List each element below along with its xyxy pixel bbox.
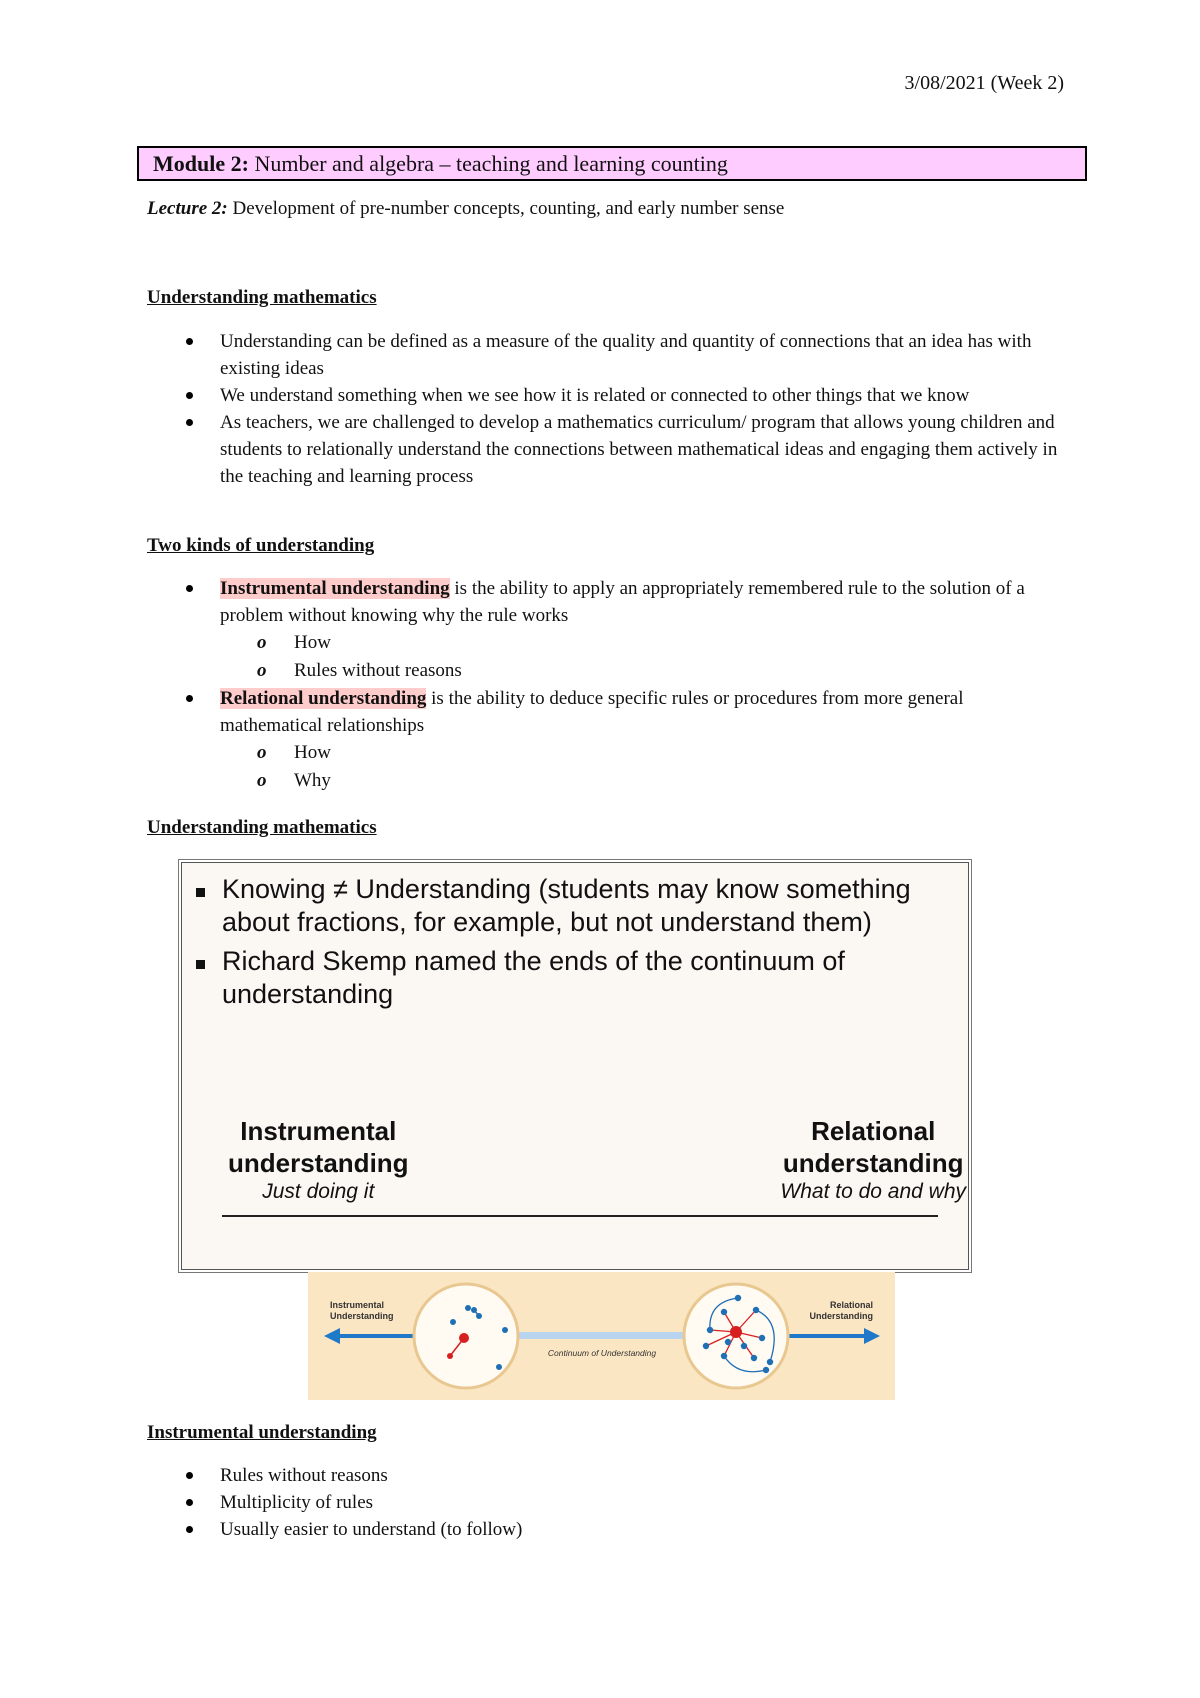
two-kinds-list <box>182 575 1062 795</box>
module-label: Module 2: <box>153 151 249 176</box>
continuum-center-label: Continuum of Understanding <box>547 1348 657 1358</box>
sub-bullet-icon: o <box>257 742 267 763</box>
list-item: We understand something when we see how it is related or connected to other things that we know <box>182 382 1062 409</box>
continuum-line <box>222 1215 938 1217</box>
bullet-icon <box>186 392 193 399</box>
relational-center-node <box>730 1326 742 1338</box>
right-arrow-icon <box>864 1328 880 1344</box>
square-bullet-icon <box>196 888 205 897</box>
bullet-icon <box>186 1526 193 1533</box>
continuum-end-instrumental: Instrumental understanding Just doing it <box>228 1116 409 1203</box>
slide-bullet: Richard Skemp named the ends of the continuum of understanding <box>194 945 954 1011</box>
sub-item: o How <box>220 629 1062 657</box>
left-label-line2: Understanding <box>330 1311 394 1321</box>
bullet-icon <box>186 1499 193 1506</box>
module-title-box <box>137 146 1087 181</box>
list-item: Understanding can be defined as a measure of the quality and quantity of connections that an idea has with existing ideas <box>182 328 1062 382</box>
slide-bullet: Knowing ≠ Understanding (students may know something about fractions, for example, but not understand them) <box>194 873 954 939</box>
module-title: Number and algebra – teaching and learning counting <box>254 151 728 176</box>
right-label-line2: Understanding <box>809 1311 873 1321</box>
sub-item: o Rules without reasons <box>220 657 1062 685</box>
bullet-icon <box>186 585 193 592</box>
lecture-title: Development of pre-number concepts, counting, and early number sense <box>232 198 785 219</box>
bullet-icon <box>186 419 193 426</box>
term-relational: Relational understanding <box>220 688 427 709</box>
sub-item: o Why <box>220 767 1062 795</box>
section-heading-two-kinds: Two kinds of understanding <box>147 535 375 556</box>
sub-bullet-icon: o <box>257 632 267 653</box>
list-item: As teachers, we are challenged to develop a mathematics curriculum/ program that allows young children and students to relationally understand the connections between mathematical ideas and engaging them actively in the teaching and learning process <box>182 409 1062 490</box>
list-item-instrumental: Instrumental understanding is the ability to apply an appropriately remembered rule to the solution of a problem without knowing why the rule works o How o Rules without reasons <box>182 575 1062 685</box>
list-item: Multiplicity of rules <box>182 1489 1062 1516</box>
continuum-end-relational: Relational understanding What to do and why <box>780 1116 966 1203</box>
understanding-bullets <box>182 328 1062 490</box>
left-label-line1: Instrumental <box>330 1300 385 1310</box>
continuum-diagram <box>308 1272 895 1400</box>
sub-bullet-icon: o <box>257 770 267 791</box>
sub-bullet-icon: o <box>257 660 267 681</box>
bullet-icon <box>186 338 193 345</box>
list-item: Rules without reasons <box>182 1462 1062 1489</box>
right-label-line1: Relational <box>829 1300 873 1310</box>
term-instrumental: Instrumental understanding <box>220 578 450 599</box>
list-item: Usually easier to understand (to follow) <box>182 1516 1062 1543</box>
lecture-slide-image <box>181 862 969 1270</box>
section-heading-understanding-mathematics: Understanding mathematics <box>147 287 377 308</box>
left-arrow-icon <box>324 1328 340 1344</box>
lecture-line <box>147 198 784 220</box>
bullet-icon <box>186 1472 193 1479</box>
list-item-relational: Relational understanding is the ability to deduce specific rules or procedures from more general mathematical relationships o How o Why <box>182 685 1062 795</box>
lecture-label: Lecture 2: <box>147 198 228 219</box>
instrumental-bullets <box>182 1462 1062 1543</box>
bullet-icon <box>186 695 193 702</box>
sub-item: o How <box>220 739 1062 767</box>
section-heading-understanding-mathematics-2: Understanding mathematics <box>147 817 377 838</box>
square-bullet-icon <box>196 960 205 969</box>
section-heading-instrumental-understanding: Instrumental understanding <box>147 1422 377 1443</box>
document-date: 3/08/2021 (Week 2) <box>904 72 1064 94</box>
